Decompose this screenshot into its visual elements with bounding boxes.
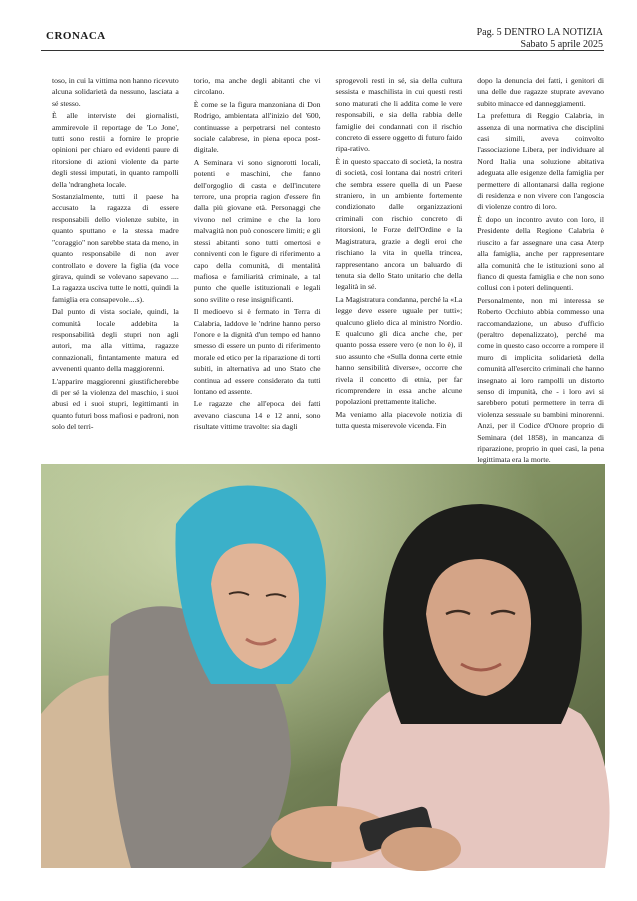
article-column-4 xyxy=(477,75,604,465)
paragraph: La Magistratura condanna, perché la «La legge deve essere uguale per tutti»; qualcuno glielo dica al ministro Nordio. E qualcuno gli dica anche che, per quanto possa essere vero (e non lo è), il suo assunto che «Sulla donna certe etnie hanno sensibilità diverse», occorre che rivela il concetto di etnia, per far ricomprendere in essa anche alcune popolazioni prettamente italiche. xyxy=(335,294,463,407)
page-line: Pag. 5 DENTRO LA NOTIZIA xyxy=(476,27,603,38)
page-header xyxy=(477,27,603,51)
paragraph: È come se la figura manzoniana di Don Rodrigo, ambientata all'inizio del '600, continuasse a perpetrarsi nel contesto sociale calabrese, in piena epoca post-digitale. xyxy=(193,99,321,155)
paragraph: toso, in cui la vittima non hanno ricevuto alcuna solidarietà da nessuno, lasciata a sé stesso. xyxy=(52,76,179,108)
paragraph: Dal punto di vista sociale, quindi, la comunità locale addebita la responsabilità degli stupri non agli autori, ma alla vittima, ragazze connazionali, fintantamente matura ed avvenenti quanto della maggiorenni. xyxy=(52,307,179,374)
article-body xyxy=(52,75,604,465)
paragraph: torio, ma anche degli abitanti che vi circolano. xyxy=(193,76,321,97)
article-column-2 xyxy=(194,75,321,455)
paragraph: Personalmente, non mi interessa se Roberto Occhiuto abbia commesso una raccomandazione, un abuso d'ufficio (peraltro depenalizzato), perché ma come in questo caso occorre a rompere il muro di implicita solidarietà della comunità all'esercito criminali che hanno insegnato ai loro rampolli un distorto senso di impunità, che - i loro avi si sarebbero potuti permettere in terra di violenza sessuale su bambini minorenni. Anzi, per il Codice d'Onore proprio di Seminara (del 1858), in mancanza di riparazione, proprio in quei casi, la pena legittimata era la morte. xyxy=(477,295,604,465)
paragraph: Sostanzialmente, tutti il paese ha accusato la ragazza di essere responsabili dello violenze subite, in quanto sputtano e la stessa madre "coraggio" non sarebbe stata da meno, in quanto responsabile di non aver controllato e dovere la figlia (da voce girava, quindi se volevano sapevano .... La ragazza usciva tutte le notti, quindi la famiglia era consapevole....s). xyxy=(52,192,179,304)
paragraph: Ma veniamo alla piacevole notizia di tutta questa miserevole vicenda. Fin xyxy=(335,409,463,431)
paragraph: Il medioevo si è fermato in Terra di Calabria, laddove le 'ndrine hanno perso l'onore e la dignità d'un tempo ed hanno smesso di essere un punto di riferimento morale ed etico per la riparazione di torti subiti, in alternativa ad uno Stato che continua ad essere considerato da tutti lontano ed assente. xyxy=(193,307,321,396)
paragraph: È dopo un incontro avuto con loro, il Presidente della Regione Calabria è riuscito a far assegnare una casa Aterp alla famiglia, anche per rappresentare alla comunità che le istituzioni sono al fianco di questa famiglia e che non sono collusi con i poteri delinquenti. xyxy=(477,214,604,293)
article-column-3 xyxy=(336,75,463,455)
article-photo xyxy=(41,464,605,868)
paragraph: sprogevoli resti in sé, sia della cultura sessista e maschilista in cui questi resti sono maturati che li addita come le vere responsabili, e sia della rabbia delle famiglie dei condannati con il rischio concreto di essere oggetto di futuro faido ripa-rativo. xyxy=(335,76,463,154)
header-rule xyxy=(41,50,604,51)
article-column-1 xyxy=(52,75,179,455)
paragraph: dopo la denuncia dei fatti, i genitori di una delle due ragazze stuprate avevano subito minacce ed danneggiamenti. xyxy=(477,76,604,108)
paragraph: A Seminara vi sono signorotti locali, potenti e maschini, che fanno dell'orgoglio di casta e dell'incutere terrore, una propria ragion d'essere fin dalla più giovane età. Personaggi che vivono nel crimine e che la loro malvagità non può conoscere limiti; e gli stessi abitanti sono tutti omertosi e conniventi con le figure di riferimento a capo della comunità, di mentalità mafiosa e familiarità criminale, a tal punto che quelle istituzionali e legali sono svilite o rese insignificanti. xyxy=(193,157,321,304)
issue-date: Sabato 5 aprile 2025 xyxy=(520,39,603,50)
paragraph: Le ragazze che all'epoca dei fatti avevano ciascuna 14 e 12 anni, sono risultate vittime travolte: sia dagli xyxy=(193,399,321,432)
paragraph: L'apparire maggiorenni giustificherebbe di per sé la violenza del maschio, i suoi abusi ed i suoi stupri, legittimanti in quanto futuri boss mafiosi e padroni, non solo del terri- xyxy=(52,376,179,432)
section-label: CRONACA xyxy=(46,30,106,42)
paragraph: È in questo spaccato di società, la nostra di società, così lontana dai nostri criteri che sembra essere quella di un Paese straniero, in un ambiente fortemente condizionato dalle organizzazioni criminali con rischio concreto di ritorsioni, le Forze dell'Ordine e la Magistratura, grazie a degli eroi che rischiano la vita in quella trincea, rappresentano ancora un baluardo di tenuta sia dello Stato unitario che della legalità in sé. xyxy=(335,156,463,292)
paragraph: È alle interviste dei giornalisti, ammirevole il reportage de 'Lo Jone', tutti sono restii a fornire le proprie opinioni per chiaro ed evidenti paure di ritorsione di azioni violente da parte degli stessi imputati, in quanto rampolli della 'ndrangheta locale. xyxy=(52,111,179,189)
paragraph: La prefettura di Reggio Calabria, in assenza di una normativa che disciplini casi simili, aveva coinvolto l'associazione Libera, per individuare al Nord Italia una soluzione abitativa adeguata alle esigenze della famiglia per permettere di allontanarsi dalla regione di residenza e non vivere con l'angoscia di violenze contro di loro. xyxy=(477,111,604,212)
